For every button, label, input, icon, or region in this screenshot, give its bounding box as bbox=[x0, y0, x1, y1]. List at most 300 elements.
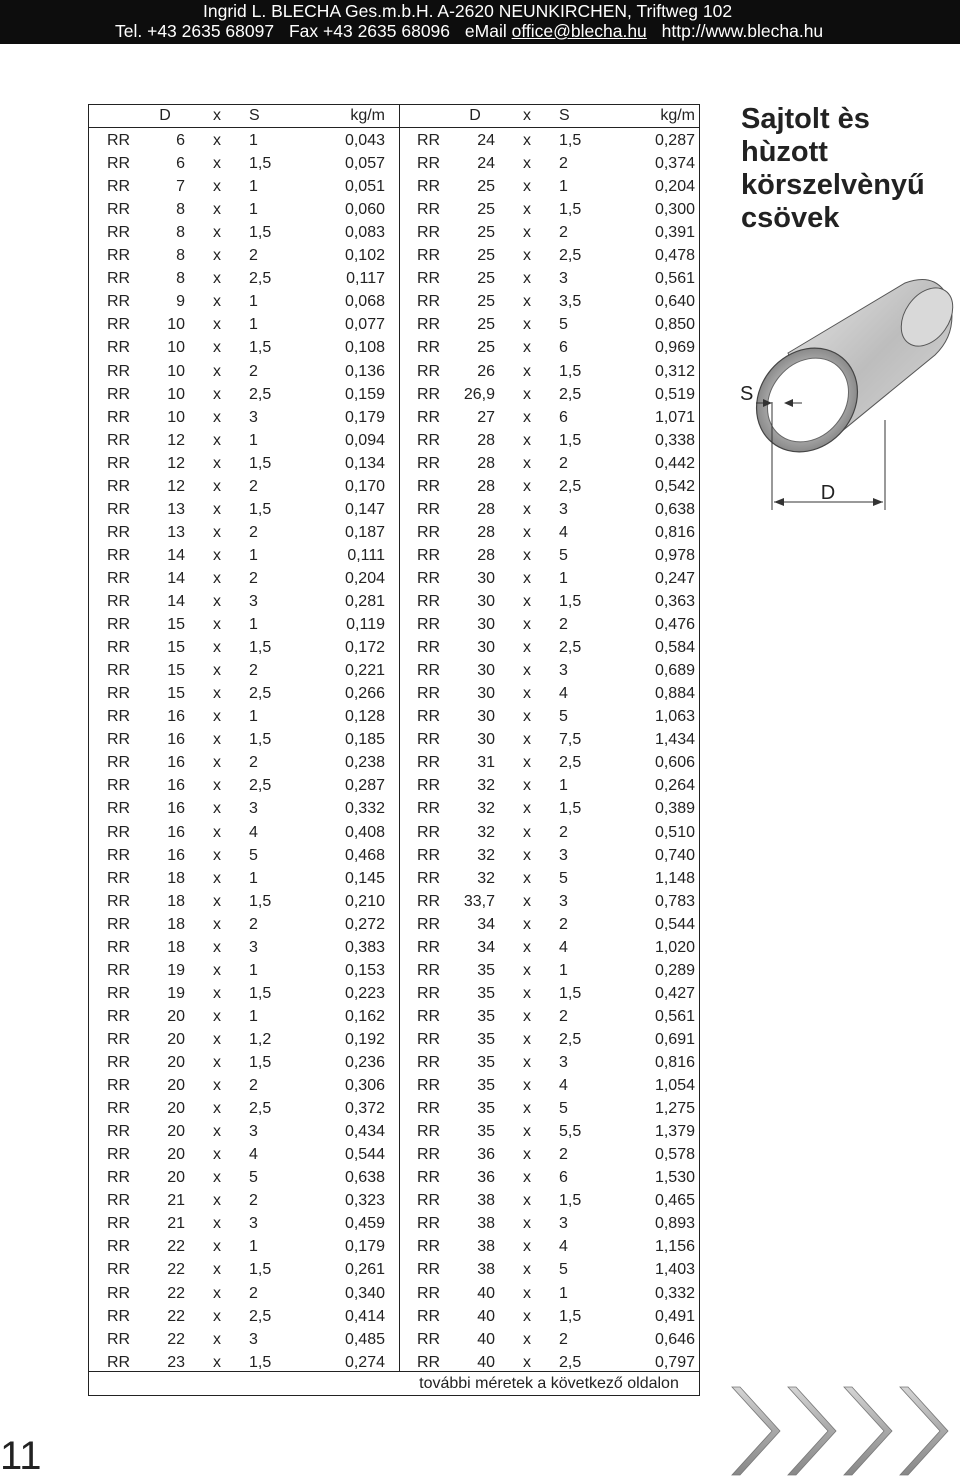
cell-type: RR bbox=[107, 477, 131, 495]
table-row bbox=[89, 982, 399, 1005]
cell-diameter: 16 bbox=[167, 846, 185, 864]
cell-times: x bbox=[213, 339, 221, 357]
cell-wall: 5 bbox=[249, 1169, 258, 1187]
cell-weight: 0,638 bbox=[654, 500, 695, 518]
cell-diameter: 30 bbox=[477, 731, 495, 749]
cell-type: RR bbox=[107, 178, 131, 196]
cell-diameter: 8 bbox=[176, 247, 185, 265]
cell-diameter: 21 bbox=[167, 1215, 185, 1233]
cell-wall: 2,5 bbox=[249, 270, 272, 288]
cell-times: x bbox=[213, 523, 221, 541]
cell-wall: 4 bbox=[249, 823, 258, 841]
cell-diameter: 16 bbox=[167, 800, 185, 818]
cell-times: x bbox=[213, 754, 221, 772]
table-row bbox=[89, 1235, 399, 1258]
cell-times: x bbox=[523, 869, 531, 887]
cell-diameter: 35 bbox=[477, 1007, 495, 1025]
table-row bbox=[89, 1305, 399, 1328]
cell-diameter: 32 bbox=[477, 800, 495, 818]
cell-weight: 0,427 bbox=[654, 984, 695, 1002]
table-row bbox=[399, 475, 709, 498]
cell-wall: 4 bbox=[559, 1077, 568, 1095]
cell-type: RR bbox=[107, 500, 131, 518]
cell-type: RR bbox=[107, 1169, 131, 1187]
cell-wall: 2,5 bbox=[559, 1030, 582, 1048]
cell-wall: 2,5 bbox=[559, 754, 582, 772]
cell-type: RR bbox=[107, 823, 131, 841]
table-row bbox=[89, 1189, 399, 1212]
cell-times: x bbox=[523, 593, 531, 610]
cell-weight: 0,272 bbox=[344, 915, 385, 933]
cell-type: RR bbox=[417, 846, 441, 864]
cell-type: RR bbox=[107, 1054, 131, 1071]
cell-diameter: 16 bbox=[167, 823, 185, 841]
table-row bbox=[399, 936, 709, 959]
cell-wall: 1,5 bbox=[559, 984, 582, 1002]
cell-type: RR bbox=[107, 408, 131, 426]
cell-times: x bbox=[523, 132, 531, 149]
table-row bbox=[399, 636, 709, 659]
table-row bbox=[399, 429, 709, 452]
cell-wall: 1,5 bbox=[249, 454, 272, 472]
cell-times: x bbox=[213, 132, 221, 149]
cell-diameter: 34 bbox=[477, 938, 495, 956]
cell-wall: 3 bbox=[249, 1215, 258, 1233]
cell-weight: 0,414 bbox=[344, 1307, 385, 1325]
contact-line bbox=[115, 21, 823, 42]
cell-diameter: 30 bbox=[477, 569, 495, 587]
cell-diameter: 12 bbox=[167, 477, 185, 495]
table-row bbox=[89, 821, 399, 844]
cell-diameter: 32 bbox=[477, 846, 495, 864]
cell-weight: 0,147 bbox=[344, 500, 385, 518]
cell-wall: 2 bbox=[559, 224, 568, 242]
cell-times: x bbox=[213, 708, 221, 726]
cell-type: RR bbox=[417, 523, 441, 541]
cell-weight: 0,128 bbox=[344, 708, 385, 726]
cell-diameter: 23 bbox=[167, 1353, 185, 1371]
cell-weight: 0,238 bbox=[344, 754, 385, 772]
table-row bbox=[399, 1074, 709, 1097]
cell-weight: 0,340 bbox=[344, 1284, 385, 1302]
cell-type: RR bbox=[417, 132, 441, 149]
table-row bbox=[399, 1189, 709, 1212]
cell-wall: 1 bbox=[249, 616, 258, 634]
cell-wall: 1 bbox=[249, 316, 258, 334]
cell-wall: 2 bbox=[249, 1192, 258, 1210]
cell-diameter: 6 bbox=[176, 132, 185, 149]
cell-weight: 0,223 bbox=[344, 984, 385, 1002]
cell-diameter: 14 bbox=[167, 546, 185, 564]
cell-type: RR bbox=[417, 984, 441, 1002]
cell-weight: 0,051 bbox=[344, 178, 385, 196]
cell-times: x bbox=[523, 1146, 531, 1164]
table-row bbox=[399, 1005, 709, 1028]
cell-type: RR bbox=[107, 1238, 131, 1256]
cell-type: RR bbox=[107, 201, 131, 219]
cell-type: RR bbox=[417, 1238, 441, 1256]
cell-diameter: 28 bbox=[477, 500, 495, 518]
cell-diameter: 16 bbox=[167, 777, 185, 795]
table-row bbox=[399, 498, 709, 521]
cell-type: RR bbox=[417, 546, 441, 564]
cell-wall: 2 bbox=[249, 1077, 258, 1095]
cell-diameter: 20 bbox=[167, 1007, 185, 1025]
arrow-icon bbox=[900, 1387, 948, 1475]
cell-type: RR bbox=[417, 454, 441, 472]
table-row bbox=[399, 244, 709, 267]
table-row bbox=[89, 267, 399, 290]
table-row bbox=[89, 590, 399, 613]
table-row bbox=[399, 913, 709, 936]
cell-times: x bbox=[213, 846, 221, 864]
cell-times: x bbox=[523, 454, 531, 472]
table-row bbox=[89, 636, 399, 659]
cell-weight: 0,134 bbox=[344, 454, 385, 472]
cell-diameter: 38 bbox=[477, 1192, 495, 1210]
cell-type: RR bbox=[417, 731, 441, 749]
arrow-icon bbox=[788, 1387, 836, 1475]
cell-wall: 2,5 bbox=[559, 247, 582, 265]
cell-times: x bbox=[523, 155, 531, 173]
table-row bbox=[399, 336, 709, 359]
cell-type: RR bbox=[107, 1007, 131, 1025]
cell-diameter: 10 bbox=[167, 362, 185, 380]
cell-type: RR bbox=[417, 961, 441, 979]
table-row bbox=[399, 1143, 709, 1166]
cell-times: x bbox=[523, 1330, 531, 1348]
table-row bbox=[399, 290, 709, 313]
cell-wall: 2 bbox=[249, 915, 258, 933]
table-row bbox=[399, 544, 709, 567]
cell-weight: 0,077 bbox=[344, 316, 385, 334]
table-row bbox=[399, 1028, 709, 1051]
cell-times: x bbox=[213, 546, 221, 564]
cell-weight: 0,210 bbox=[344, 892, 385, 910]
cell-diameter: 14 bbox=[167, 569, 185, 587]
cell-diameter: 15 bbox=[167, 685, 185, 703]
cell-type: RR bbox=[417, 500, 441, 518]
cell-wall: 1,5 bbox=[559, 201, 582, 219]
cell-type: RR bbox=[107, 431, 131, 449]
cell-weight: 0,083 bbox=[344, 224, 385, 242]
cell-wall: 2,5 bbox=[249, 385, 272, 403]
table-row bbox=[399, 728, 709, 751]
cell-type: RR bbox=[417, 362, 441, 380]
cell-times: x bbox=[213, 431, 221, 449]
cell-diameter: 25 bbox=[477, 293, 495, 311]
cell-wall: 5,5 bbox=[559, 1123, 582, 1141]
table-row bbox=[89, 1166, 399, 1189]
cell-diameter: 16 bbox=[167, 708, 185, 726]
cell-type: RR bbox=[417, 431, 441, 449]
cell-wall: 1,2 bbox=[249, 1030, 272, 1048]
cell-times: x bbox=[213, 1238, 221, 1256]
cell-times: x bbox=[523, 1261, 531, 1279]
cell-times: x bbox=[523, 1169, 531, 1187]
table-row bbox=[399, 406, 709, 429]
cell-weight: 0,111 bbox=[347, 546, 385, 564]
cell-type: RR bbox=[417, 685, 441, 703]
cell-diameter: 26,9 bbox=[463, 385, 495, 403]
tube-diagram bbox=[730, 265, 956, 525]
cell-wall: 3 bbox=[249, 408, 258, 426]
cell-diameter: 38 bbox=[477, 1261, 495, 1279]
cell-diameter: 18 bbox=[167, 915, 185, 933]
cell-diameter: 35 bbox=[477, 961, 495, 979]
table-row bbox=[399, 705, 709, 728]
cell-wall: 5 bbox=[559, 546, 568, 564]
cell-weight: 0,117 bbox=[346, 270, 385, 288]
cell-type: RR bbox=[107, 892, 131, 910]
cell-times: x bbox=[523, 800, 531, 818]
table-row bbox=[89, 1097, 399, 1120]
cell-diameter: 13 bbox=[167, 523, 185, 541]
cell-diameter: 35 bbox=[477, 1100, 495, 1118]
table-row bbox=[399, 797, 709, 820]
table-row bbox=[89, 1351, 399, 1374]
cell-type: RR bbox=[107, 685, 131, 703]
table-row bbox=[399, 982, 709, 1005]
cell-wall: 3 bbox=[249, 800, 258, 818]
cell-diameter: 30 bbox=[477, 708, 495, 726]
cell-weight: 0,476 bbox=[654, 616, 695, 634]
cell-times: x bbox=[523, 569, 531, 587]
cell-diameter: 22 bbox=[167, 1307, 185, 1325]
cell-diameter: 15 bbox=[167, 639, 185, 657]
cell-times: x bbox=[213, 1054, 221, 1071]
table-row bbox=[89, 1120, 399, 1143]
cell-diameter: 12 bbox=[167, 454, 185, 472]
cell-weight: 0,510 bbox=[654, 823, 695, 841]
cell-times: x bbox=[213, 293, 221, 311]
cell-diameter: 20 bbox=[167, 1100, 185, 1118]
cell-times: x bbox=[213, 1353, 221, 1371]
cell-weight: 0,689 bbox=[654, 662, 695, 680]
cell-diameter: 18 bbox=[167, 892, 185, 910]
label-s: S bbox=[740, 383, 754, 405]
cell-wall: 2 bbox=[249, 1284, 258, 1302]
cell-type: RR bbox=[417, 178, 441, 196]
cell-type: RR bbox=[107, 362, 131, 380]
cell-diameter: 40 bbox=[477, 1330, 495, 1348]
cell-weight: 0,287 bbox=[654, 132, 695, 149]
cell-type: RR bbox=[107, 1307, 131, 1325]
cell-wall: 3 bbox=[559, 500, 568, 518]
table-row bbox=[89, 1328, 399, 1351]
cell-type: RR bbox=[417, 224, 441, 242]
cell-wall: 1 bbox=[249, 293, 258, 311]
cell-times: x bbox=[523, 754, 531, 772]
cell-wall: 2,5 bbox=[559, 477, 582, 495]
table-row bbox=[89, 936, 399, 959]
website-link[interactable]: http://www.blecha.hu bbox=[661, 21, 824, 41]
cell-weight: 0,264 bbox=[654, 777, 695, 795]
table-row bbox=[89, 1282, 399, 1305]
cell-wall: 5 bbox=[559, 708, 568, 726]
company-address: Ingrid L. BLECHA Ges.m.b.H. A-2620 NEUNKIRCHEN, Triftweg 102 bbox=[203, 1, 733, 21]
cell-weight: 0,646 bbox=[654, 1330, 695, 1348]
cell-wall: 1,5 bbox=[249, 1353, 272, 1371]
cell-times: x bbox=[523, 339, 531, 357]
table-row bbox=[399, 613, 709, 636]
table-row bbox=[399, 1305, 709, 1328]
table-row bbox=[399, 175, 709, 198]
cell-diameter: 18 bbox=[167, 869, 185, 887]
cell-type: RR bbox=[107, 1330, 131, 1348]
table-row bbox=[399, 221, 709, 244]
cell-diameter: 25 bbox=[477, 178, 495, 196]
cell-wall: 3 bbox=[249, 938, 258, 956]
table-header-left bbox=[89, 105, 399, 127]
cell-type: RR bbox=[417, 1007, 441, 1025]
page-number: 11 bbox=[0, 1434, 42, 1478]
cell-diameter: 28 bbox=[477, 431, 495, 449]
cell-wall: 1 bbox=[559, 1284, 568, 1302]
cell-weight: 0,159 bbox=[344, 385, 385, 403]
cell-type: RR bbox=[417, 1030, 441, 1048]
cell-weight: 0,640 bbox=[654, 293, 695, 311]
cell-wall: 3 bbox=[559, 1215, 568, 1233]
cell-wall: 1,5 bbox=[249, 731, 272, 749]
cell-diameter: 28 bbox=[477, 546, 495, 564]
cell-type: RR bbox=[417, 293, 441, 311]
cell-times: x bbox=[213, 385, 221, 403]
cell-type: RR bbox=[417, 316, 441, 334]
cell-type: RR bbox=[417, 477, 441, 495]
cell-times: x bbox=[523, 1307, 531, 1325]
cell-weight: 0,274 bbox=[344, 1353, 385, 1371]
table-row bbox=[89, 313, 399, 336]
cell-times: x bbox=[523, 777, 531, 795]
cell-weight: 1,156 bbox=[654, 1238, 695, 1256]
cell-diameter: 19 bbox=[167, 984, 185, 1002]
cell-wall: 1 bbox=[249, 1238, 258, 1256]
cell-type: RR bbox=[107, 708, 131, 726]
table-row bbox=[89, 613, 399, 636]
cell-weight: 0,978 bbox=[654, 546, 695, 564]
cell-weight: 0,338 bbox=[654, 431, 695, 449]
cell-type: RR bbox=[417, 1284, 441, 1302]
cell-diameter: 27 bbox=[477, 408, 495, 426]
cell-diameter: 6 bbox=[176, 155, 185, 173]
cell-weight: 0,145 bbox=[344, 869, 385, 887]
cell-type: RR bbox=[107, 1146, 131, 1164]
cell-diameter: 25 bbox=[477, 247, 495, 265]
cell-times: x bbox=[213, 477, 221, 495]
cell-weight: 0,057 bbox=[344, 155, 385, 173]
cell-weight: 0,119 bbox=[346, 616, 385, 634]
cell-times: x bbox=[523, 178, 531, 196]
cell-type: RR bbox=[417, 1100, 441, 1118]
cell-weight: 0,442 bbox=[654, 454, 695, 472]
table-row bbox=[399, 682, 709, 705]
cell-wall: 2 bbox=[249, 362, 258, 380]
cell-times: x bbox=[213, 569, 221, 587]
cell-wall: 4 bbox=[559, 685, 568, 703]
cell-diameter: 34 bbox=[477, 915, 495, 933]
cell-times: x bbox=[213, 800, 221, 818]
cell-wall: 4 bbox=[559, 523, 568, 541]
table-row bbox=[89, 705, 399, 728]
cell-diameter: 33,7 bbox=[463, 892, 495, 910]
email-link[interactable]: office@blecha.hu bbox=[511, 21, 647, 41]
cell-times: x bbox=[213, 408, 221, 426]
cell-times: x bbox=[523, 1077, 531, 1095]
table-row bbox=[399, 521, 709, 544]
cell-wall: 2,5 bbox=[249, 1100, 272, 1118]
cell-weight: 0,740 bbox=[654, 846, 695, 864]
cell-type: RR bbox=[417, 823, 441, 841]
cell-type: RR bbox=[107, 754, 131, 772]
cell-wall: 6 bbox=[559, 1169, 568, 1187]
cell-diameter: 16 bbox=[167, 731, 185, 749]
cell-weight: 0,236 bbox=[344, 1054, 385, 1071]
cell-diameter: 30 bbox=[477, 685, 495, 703]
cell-wall: 1 bbox=[249, 201, 258, 219]
cell-times: x bbox=[523, 1192, 531, 1210]
cell-diameter: 35 bbox=[477, 1054, 495, 1071]
cell-weight: 0,691 bbox=[654, 1030, 695, 1048]
cell-weight: 0,478 bbox=[654, 247, 695, 265]
cell-times: x bbox=[213, 1100, 221, 1118]
cell-times: x bbox=[213, 1261, 221, 1279]
cell-diameter: 22 bbox=[167, 1284, 185, 1302]
table-row bbox=[89, 797, 399, 820]
table-row bbox=[399, 383, 709, 406]
cell-diameter: 32 bbox=[477, 869, 495, 887]
cell-times: x bbox=[523, 408, 531, 426]
cell-type: RR bbox=[417, 915, 441, 933]
cell-diameter: 16 bbox=[167, 754, 185, 772]
table-row bbox=[89, 1051, 399, 1074]
cell-weight: 1,434 bbox=[654, 731, 695, 749]
phone: Tel. +43 2635 68097 bbox=[115, 21, 275, 41]
cell-wall: 4 bbox=[559, 1238, 568, 1256]
fax: Fax +43 2635 68096 bbox=[288, 21, 451, 41]
cell-diameter: 22 bbox=[167, 1261, 185, 1279]
cell-weight: 0,561 bbox=[654, 270, 695, 288]
cell-diameter: 30 bbox=[477, 662, 495, 680]
cell-type: RR bbox=[417, 1192, 441, 1210]
cell-wall: 3 bbox=[559, 892, 568, 910]
table-row bbox=[399, 844, 709, 867]
cell-wall: 2 bbox=[249, 523, 258, 541]
cell-type: RR bbox=[107, 339, 131, 357]
cell-wall: 2 bbox=[249, 569, 258, 587]
cell-type: RR bbox=[417, 593, 441, 610]
cell-type: RR bbox=[107, 1077, 131, 1095]
cell-weight: 1,020 bbox=[654, 938, 695, 956]
cell-type: RR bbox=[107, 961, 131, 979]
cell-weight: 0,221 bbox=[344, 662, 385, 680]
cell-times: x bbox=[523, 938, 531, 956]
cell-times: x bbox=[523, 915, 531, 933]
cell-wall: 2 bbox=[559, 616, 568, 634]
cell-type: RR bbox=[417, 892, 441, 910]
cell-wall: 5 bbox=[559, 869, 568, 887]
cell-wall: 2 bbox=[559, 155, 568, 173]
cell-diameter: 10 bbox=[167, 385, 185, 403]
cell-weight: 1,071 bbox=[654, 408, 695, 426]
cell-diameter: 19 bbox=[167, 961, 185, 979]
cell-times: x bbox=[213, 224, 221, 242]
table-row bbox=[399, 1328, 709, 1351]
cell-weight: 0,383 bbox=[344, 938, 385, 956]
cell-times: x bbox=[213, 639, 221, 657]
cell-times: x bbox=[213, 1307, 221, 1325]
cell-diameter: 38 bbox=[477, 1238, 495, 1256]
